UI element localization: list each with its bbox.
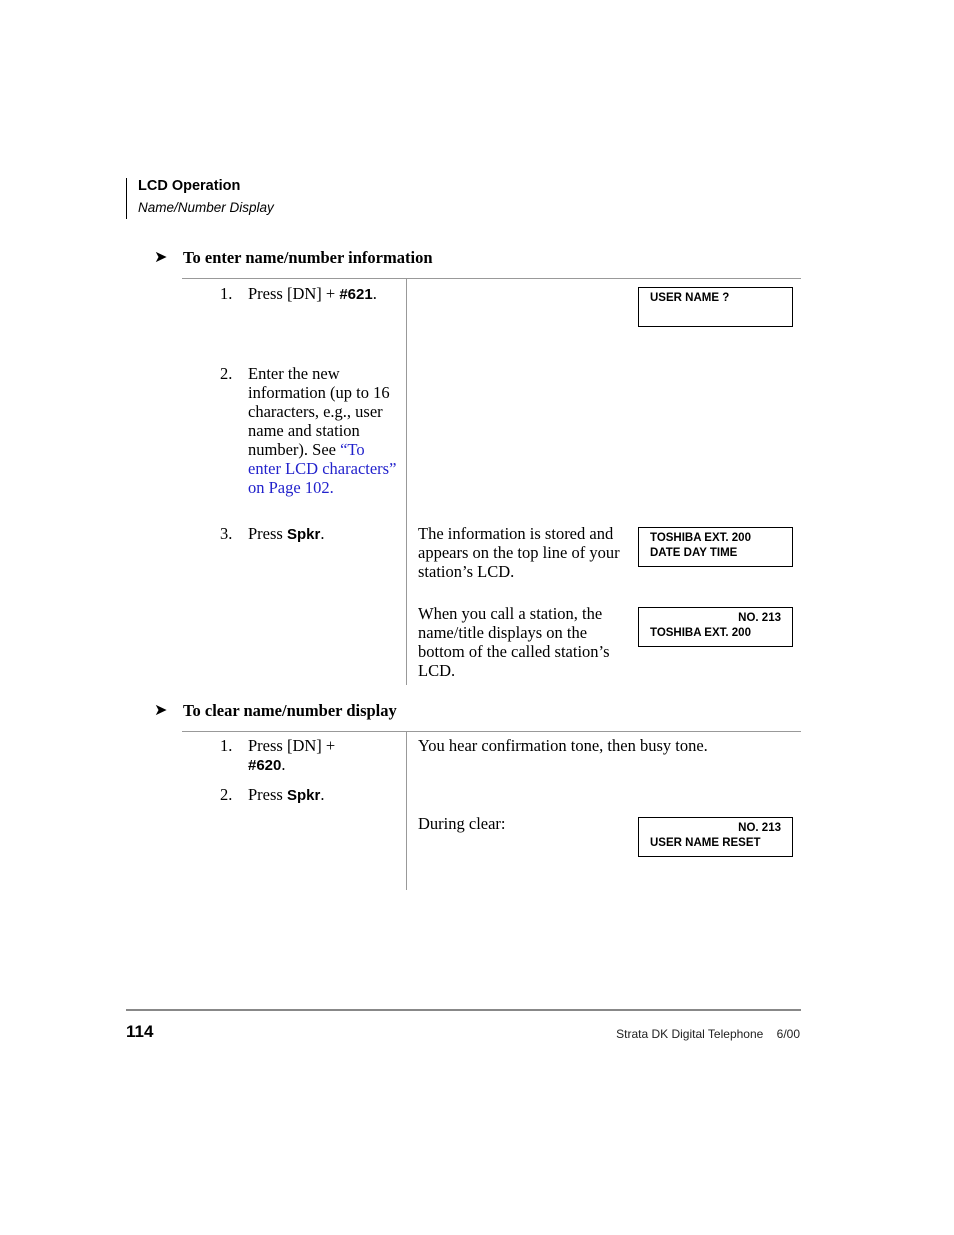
- step-number: 3.: [220, 524, 233, 543]
- cross-reference-link[interactable]: “To enter LCD characters” on Page 102: [248, 440, 397, 497]
- lcd-display-user-name: [638, 287, 793, 327]
- step-2-text: Enter the new information (up to 16 characters, e.g., user name and station number). See “To enter LCD characters” on Page 102.: [248, 364, 397, 497]
- step-3-text: Press Spkr.: [248, 524, 325, 543]
- arrow-icon: ➤: [154, 247, 168, 266]
- step-number: 2.: [220, 364, 233, 383]
- lcd-line-2: DATE DAY TIME: [650, 547, 738, 559]
- clear-step-1-text: Press [DN] + #620.: [248, 736, 336, 774]
- arrow-icon: ➤: [154, 700, 168, 719]
- section1-column-divider: [406, 279, 407, 685]
- step-1-text: Press [DN] + #621.: [248, 284, 377, 303]
- lcd-line-1: NO. 213: [738, 822, 781, 834]
- step-number: 2.: [220, 785, 233, 804]
- result-during-clear-text: During clear:: [418, 814, 506, 833]
- result-stored-text: The information is stored and appears on the top line of your station’s LCD.: [418, 524, 620, 581]
- footer-rule: [126, 1009, 801, 1011]
- section2-column-divider: [406, 732, 407, 890]
- header-rule: [126, 178, 127, 219]
- page-number: 114: [126, 1022, 154, 1041]
- lcd-line-1: TOSHIBA EXT. 200: [650, 532, 751, 544]
- key-621: #621: [339, 286, 373, 303]
- lcd-line-1: USER NAME ?: [650, 292, 730, 304]
- lcd-display-called: [638, 607, 793, 647]
- section2-heading: To clear name/number display: [183, 701, 397, 720]
- lcd-line-2: USER NAME RESET: [650, 837, 761, 849]
- lcd-display-reset: [638, 817, 793, 857]
- lcd-line-2: TOSHIBA EXT. 200: [650, 627, 751, 639]
- footer-title: Strata DK Digital Telephone 6/00: [616, 1027, 800, 1041]
- lcd-line-1: NO. 213: [738, 612, 781, 624]
- clear-step-2-text: Press Spkr.: [248, 785, 325, 804]
- section2-rule: [182, 731, 801, 732]
- key-spkr: Spkr: [286, 787, 321, 804]
- section1-rule: [182, 278, 801, 279]
- lcd-display-stored: [638, 527, 793, 567]
- result-tone-text: You hear confirmation tone, then busy tone.: [418, 736, 708, 755]
- key-620: #620: [248, 757, 282, 774]
- step-number: 1.: [220, 284, 233, 303]
- key-spkr: Spkr: [286, 526, 321, 543]
- chapter-title: LCD Operation: [138, 178, 241, 194]
- result-called-text: When you call a station, the name/title displays on the bottom of the called station’s LCD.: [418, 604, 610, 680]
- section-subtitle: Name/Number Display: [138, 200, 274, 215]
- step-number: 1.: [220, 736, 233, 755]
- section1-heading: To enter name/number information: [183, 248, 433, 267]
